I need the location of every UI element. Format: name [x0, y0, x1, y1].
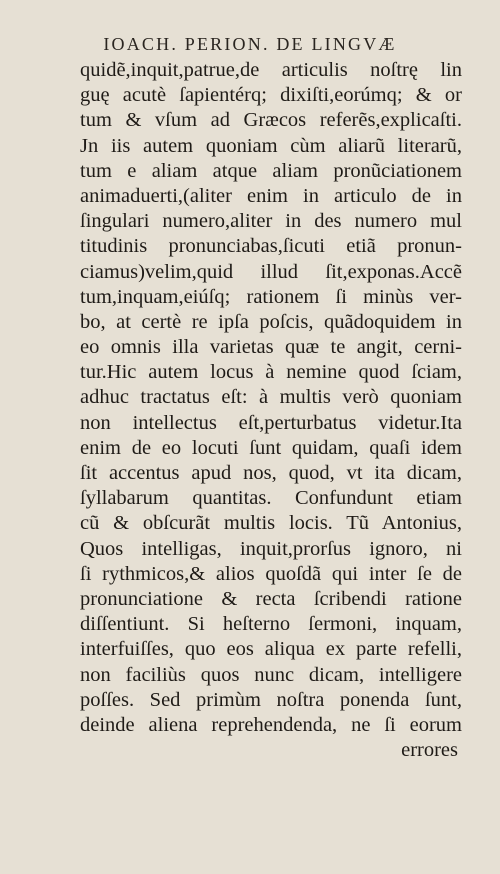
catchword: errores: [401, 739, 458, 762]
text-line: tum,inquam,eiúſq; rationem ſi minùs ver-: [80, 285, 462, 308]
text-block: [80, 58, 462, 763]
text-line: pronunciatione & recta ſcribendi ratione: [80, 587, 462, 610]
text-line: Quos intelligas, inquit,prorſus ignoro, ni: [80, 537, 462, 560]
text-line: ſyllabarum quantitas. Confundunt etiam: [80, 487, 462, 510]
text-line: tum e aliam atque aliam pronũciationem: [80, 159, 462, 182]
text-line: ciamus)velim,quid illud ſit,exponas.Accẽ: [80, 260, 462, 283]
text-line: quidẽ,inquit,patrue,de articulis noſtrę lin: [80, 59, 462, 81]
text-line: tum & vſum ad Græcos referẽs,explicaſti.: [80, 109, 462, 132]
text-line: ſingulari numero,aliter in des numero mul: [80, 210, 462, 233]
text-line: adhuc tractatus eſt: à multis verò quoniam: [80, 386, 462, 409]
text-line: deinde aliena reprehendenda, ne ſi eorum: [80, 713, 462, 736]
text-line: diſſentiunt. Si heſterno ſermoni, inquam,: [80, 613, 462, 636]
running-head: IOACH. PERION. DE LINGVÆ: [103, 34, 397, 54]
text-line: non intellectus eſt,perturbatus videtur.Ita: [80, 411, 462, 434]
text-line: cũ & obſcurãt multis locis. Tũ Antonius,: [80, 512, 462, 535]
text-line: ſit accentus apud nos, quod, vt ita dicam,: [80, 462, 462, 484]
text-line: guę acutè ſapientérq; dixiſti,eorúmq; & or: [80, 84, 462, 107]
text-line: ſi rythmicos,& alios quoſdã qui inter ſe de: [80, 562, 462, 585]
text-line: eo omnis illa varietas quæ te angit, cerni-: [80, 336, 462, 359]
text-line: Jn iis autem quoniam cùm aliarũ literarũ,: [80, 134, 462, 157]
text-line: non faciliùs quos nunc dicam, intelligere: [80, 663, 462, 686]
text-line: interfuiſſes, quo eos aliqua ex parte refelli,: [80, 638, 462, 661]
text-line: enim de eo locuti ſunt quidam, quaſi idem: [80, 436, 462, 459]
text-line: animaduerti,(aliter enim in articulo de in: [80, 184, 462, 207]
text-line: tur.Hic autem locus à nemine quod ſciam,: [80, 361, 462, 384]
text-line: bo, at certè re ipſa poſcis, quãdoquidem in: [80, 310, 462, 333]
text-line: titudinis pronunciabas,ſicuti etiã pronun-: [80, 235, 462, 258]
text-line: poſſes. Sed primùm noſtra ponenda ſunt,: [80, 688, 462, 711]
